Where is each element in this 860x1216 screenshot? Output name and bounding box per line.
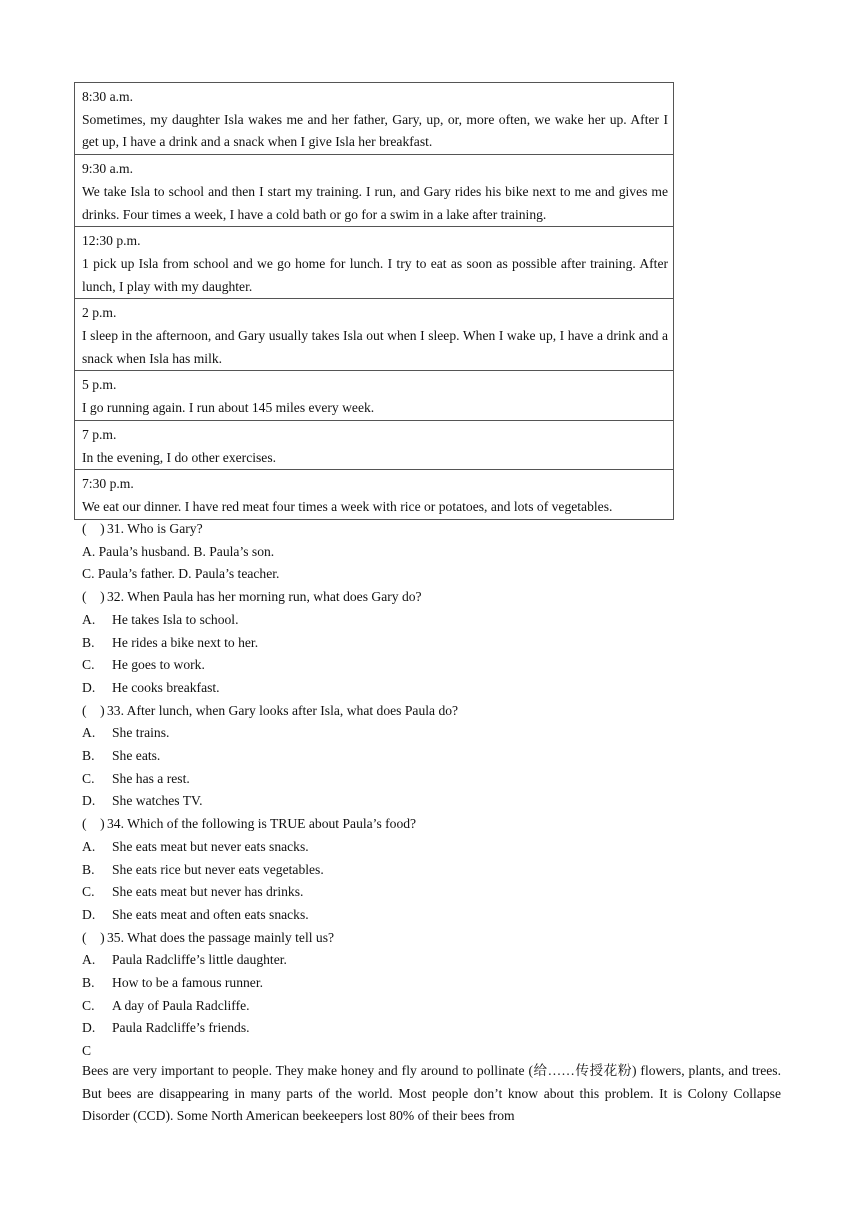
schedule-text: We take Isla to school and then I start my training. I run, and Gary rides his bike next to me and gives me drinks. Four times a week, I have a cold bath or go for a swim in a lake after training. [82,183,668,222]
option-text: He rides a bike next to her. [112,634,259,650]
schedule-cell [75,155,674,227]
question-32 [82,586,782,609]
option-line: A. Paula’s husband. B. Paula’s son. [82,543,275,559]
schedule-text: In the evening, I do other exercises. [82,449,277,465]
schedule-time: 9:30 a.m. [82,161,133,177]
option-text: She eats rice but never eats vegetables. [112,861,324,877]
option-letter: B. [82,861,95,877]
question-33 [82,700,782,723]
schedule-text: I sleep in the afternoon, and Gary usually takes Isla out when I sleep. When I wake up, I have a drink and a snack when Isla has milk. [82,328,668,366]
option-text: How to be a famous runner. [112,975,264,991]
question-31 [82,518,782,541]
option-letter: B. [82,634,95,650]
passage-paragraph: Bees are very important to people. They make honey and fly around to pollinate (给……传授花粉) flowers, plants, and trees. But bees are disappearing in many parts of the world. Most people don’t know about this problem. It is Colony Collapse Disorder (CCD). Some North American beekeepers lost 80% of their bees from [82,1063,781,1124]
schedule-row [75,371,674,420]
questions-block [82,518,782,1063]
schedule-cell [75,420,674,469]
option-text: Paula Radcliffe’s friends. [112,1020,250,1036]
schedule-cell [75,227,674,299]
option-d [82,790,782,813]
option-line: C. Paula’s father. D. Paula’s teacher. [82,566,280,582]
question-text: 35. What does the passage mainly tell us? [107,929,335,945]
schedule-text: We eat our dinner. I have red meat four times a week with rice or potatoes, and lots of vegetables. [82,498,613,514]
option-d [82,1017,782,1040]
option-letter: C. [82,770,95,786]
schedule-cell [75,83,674,155]
option-a [82,949,782,972]
option-letter: A. [82,611,96,627]
schedule-table [74,82,674,520]
option-b [82,632,782,655]
question-34 [82,813,782,836]
option-letter: B. [82,975,95,991]
option-letter: B. [82,748,95,764]
option-b [82,859,782,882]
question-text: 31. Who is Gary? [107,521,203,536]
option-text: He cooks breakfast. [112,679,220,695]
option-text: She eats meat but never has drinks. [112,884,304,900]
option-text: Paula Radcliffe’s little daughter. [112,952,287,968]
schedule-cell [75,299,674,371]
answer-bracket[interactable]: ( ) [82,816,105,832]
schedule-row [75,155,674,227]
schedule-text: I go running again. I run about 145 miles every week. [82,400,375,416]
option-letter: D. [82,1020,96,1036]
option-text: She eats meat but never eats snacks. [112,838,309,854]
option-c [82,654,782,677]
option-d [82,904,782,927]
schedule-cell [75,470,674,519]
answer-bracket[interactable]: ( ) [82,521,105,536]
section-label: C [82,1043,92,1059]
option-letter: D. [82,906,96,922]
schedule-time: 8:30 a.m. [82,89,133,104]
option-c [82,995,782,1018]
option-b [82,972,782,995]
option-text: She has a rest. [112,770,190,786]
option-c [82,768,782,791]
schedule-time: 2 p.m. [82,305,117,321]
option-letter: A. [82,838,96,854]
option-letter: C. [82,884,95,900]
option-text: He takes Isla to school. [112,611,239,627]
option-letter: C. [82,997,95,1013]
option-a [82,836,782,859]
option-text: She watches TV. [112,793,203,809]
question-35 [82,927,782,950]
schedule-row [75,299,674,371]
option-b [82,745,782,768]
question-text: 33. After lunch, when Gary looks after Isla, what does Paula do? [107,702,459,718]
schedule-row [75,227,674,299]
schedule-cell [75,371,674,420]
option-letter: D. [82,793,96,809]
schedule-time: 7 p.m. [82,426,117,442]
schedule-row [75,470,674,519]
schedule-time: 5 p.m. [82,377,117,393]
option-letter: C. [82,657,95,673]
schedule-row [75,420,674,469]
option-letter: D. [82,679,96,695]
schedule-time: 12:30 p.m. [82,233,141,249]
option-a [82,722,782,745]
answer-bracket[interactable]: ( ) [82,702,105,718]
question-text: 34. Which of the following is TRUE about Paula’s food? [107,816,417,832]
schedule-text: Sometimes, my daughter Isla wakes me and her father, Gary, up, or, more often, we wake her up. After I get up, I have a drink and a snack when I give Isla her breakfast. [82,111,668,150]
schedule-time: 7:30 p.m. [82,476,134,492]
option-letter: A. [82,952,96,968]
option-text: She eats meat and often eats snacks. [112,906,309,922]
option-text: She eats. [112,748,161,764]
option-c [82,881,782,904]
question-text: 32. When Paula has her morning run, what does Gary do? [107,589,422,605]
option-d [82,677,782,700]
option-text: She trains. [112,725,170,741]
option-a [82,609,782,632]
schedule-row [75,83,674,155]
option-letter: A. [82,725,96,741]
answer-bracket[interactable]: ( ) [82,589,105,605]
option-text: A day of Paula Radcliffe. [112,997,250,1013]
option-text: He goes to work. [112,657,205,673]
schedule-text: 1 pick up Isla from school and we go home for lunch. I try to eat as soon as possible after training. After lunch, I play with my daughter. [82,255,668,294]
answer-bracket[interactable]: ( ) [82,929,105,945]
